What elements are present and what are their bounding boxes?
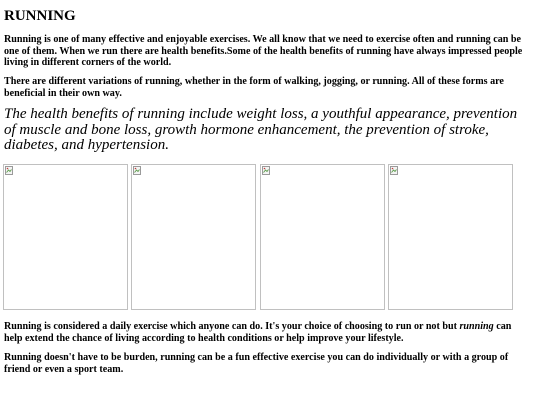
broken-image-icon	[133, 166, 141, 175]
daily-exercise-text-start: Running is considered a daily exercise which anyone can do. It's your choice of choosing to run or not but	[4, 321, 460, 332]
broken-image-icon	[262, 166, 270, 175]
image-gallery	[3, 164, 523, 312]
intro-paragraph: Running is one of many effective and enjoyable exercises. We all know that we need to exercise often and running can be one of them. When we run there are health benefits.Some of the health benefits of running have always impressed people living in different corners of the world.	[4, 34, 523, 68]
gallery-image-1	[3, 164, 128, 310]
gallery-image-2	[131, 164, 256, 310]
page-title: RUNNING	[4, 8, 76, 24]
running-emphasis: running	[459, 321, 494, 332]
variations-paragraph: There are different variations of running, whether in the form of walking, jogging, or running. All of these forms are beneficial in their own way.	[4, 76, 504, 99]
broken-image-icon	[390, 166, 398, 175]
gallery-image-3	[260, 164, 385, 310]
broken-image-icon	[5, 166, 13, 175]
fun-exercise-paragraph: Running doesn't have to be burden, running can be a fun effective exercise you can do individually or with a group of friend or even a sport team.	[4, 352, 509, 375]
gallery-image-4	[388, 164, 513, 310]
daily-exercise-paragraph	[4, 321, 532, 344]
daily-exercise-text-end: can help extend the chance of living according to health conditions or help improve your lifestyle.	[4, 321, 512, 344]
benefits-headline: The health benefits of running include weight loss, a youthful appearance, prevention of muscle and bone loss, growth hormone enhancement, the prevention of stroke, diabetes, and hypertension.	[4, 106, 518, 154]
